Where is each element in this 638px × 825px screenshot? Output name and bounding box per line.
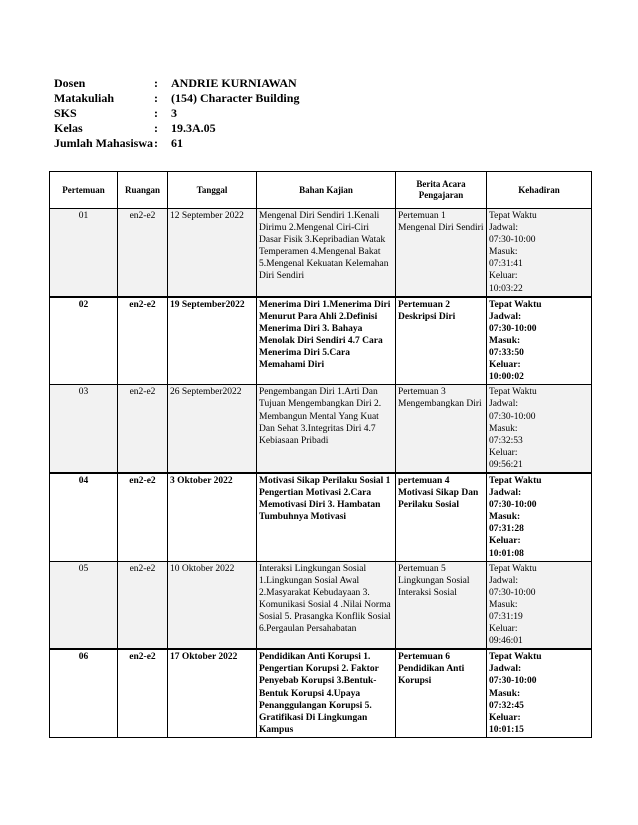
kehadiran-jadwal: 07:30-10:00 [489, 676, 537, 687]
cell-pertemuan: 04 [50, 473, 118, 561]
kehadiran-masuk-label: Masuk: [489, 423, 518, 434]
kehadiran-masuk: 07:31:41 [489, 259, 523, 270]
cell-bahan-kajian: Motivasi Sikap Perilaku Sosial 1 Pengertian Motivasi 2.Cara Memotivasi Diri 3. Hambatan Tumbuhnya Motivasi [257, 473, 396, 561]
kelas-row [54, 121, 299, 136]
jumlah-label: Jumlah Mahasiswa [54, 136, 154, 150]
dosen-label: Dosen [54, 76, 86, 90]
jumlah-value: 61 [171, 136, 183, 150]
cell-berita-acara: Pertemuan 1 Mengenal Diri Sendiri [396, 209, 487, 297]
kehadiran-status: Tepat Waktu [489, 563, 537, 574]
cell-pertemuan: 01 [50, 209, 118, 297]
dosen-value: ANDRIE KURNIAWAN [171, 76, 297, 90]
kelas-colon: : [154, 121, 158, 135]
cell-bahan-kajian: Pendidikan Anti Korupsi 1. Pengertian Korupsi 2. Faktor Penyebab Korupsi 3.Bentuk-Bentuk Korupsi 4.Upaya Penanggulangan Korupsi 5. Gratifikasi Di Lingkungan Kampus [257, 649, 396, 737]
table-row [50, 473, 592, 561]
header-tanggal: Tanggal [168, 172, 257, 209]
cell-pertemuan: 06 [50, 649, 118, 737]
kehadiran-jadwal: 07:30-10:00 [489, 500, 537, 511]
cell-ruangan: en2-e2 [118, 385, 168, 473]
sks-value: 3 [171, 106, 177, 120]
kehadiran-masuk-label: Masuk: [489, 247, 518, 258]
matakuliah-row [54, 91, 299, 106]
header-kehadiran: Kehadiran [487, 172, 592, 209]
cell-kehadiran [487, 561, 592, 649]
cell-ruangan: en2-e2 [118, 473, 168, 561]
kehadiran-masuk: 07:33:50 [489, 348, 524, 359]
matakuliah-colon: : [154, 91, 158, 105]
kelas-label: Kelas [54, 121, 83, 135]
kehadiran-masuk-label: Masuk: [489, 688, 521, 699]
kehadiran-jadwal-label: Jadwal: [489, 664, 522, 675]
cell-berita-acara: Pertemuan 6 Pendidikan Anti Korupsi [396, 649, 487, 737]
kehadiran-jadwal: 07:30-10:00 [489, 411, 536, 422]
dosen-colon: : [154, 76, 158, 90]
kehadiran-status: Tepat Waktu [489, 475, 542, 486]
kehadiran-jadwal: 07:30-10:00 [489, 587, 536, 598]
kehadiran-keluar-label: Keluar: [489, 447, 518, 458]
cell-pertemuan: 05 [50, 561, 118, 649]
kehadiran-status: Tepat Waktu [489, 299, 542, 310]
kehadiran-jadwal: 07:30-10:00 [489, 235, 536, 246]
kehadiran-jadwal: 07:30-10:00 [489, 323, 537, 334]
header-pertemuan: Pertemuan [50, 172, 118, 209]
kehadiran-jadwal-label: Jadwal: [489, 575, 519, 586]
kehadiran-jadwal-label: Jadwal: [489, 223, 519, 234]
cell-berita-acara: pertemuan 4 Motivasi Sikap Dan Perilaku Sosial [396, 473, 487, 561]
cell-tanggal: 12 September 2022 [168, 209, 257, 297]
kehadiran-status: Tepat Waktu [489, 387, 537, 398]
cell-berita-acara: Pertemuan 5 Lingkungan Sosial Interaksi Sosial [396, 561, 487, 649]
header-ruangan: Ruangan [118, 172, 168, 209]
table-row [50, 297, 592, 385]
table-row [50, 649, 592, 737]
sks-label: SKS [54, 106, 77, 120]
kehadiran-keluar-label: Keluar: [489, 712, 521, 723]
header-bahan-kajian: Bahan Kajian [257, 172, 396, 209]
kehadiran-keluar: 10:03:22 [489, 283, 523, 294]
kehadiran-masuk-label: Masuk: [489, 599, 518, 610]
kehadiran-masuk-label: Masuk: [489, 512, 521, 523]
kehadiran-masuk: 07:31:19 [489, 612, 523, 622]
table-row [50, 561, 592, 649]
jumlah-colon: : [154, 136, 158, 150]
kehadiran-keluar-label: Keluar: [489, 536, 521, 547]
course-info [54, 76, 299, 151]
cell-bahan-kajian: Interaksi Lingkungan Sosial 1.Lingkungan Sosial Awal 2.Masyarakat Kebudayaan 3. Komunikasi Sosial 4 .Nilai Norma Sosial 5. Prasangka Konflik Sosial 6.Pergaulan Persahabatan [257, 561, 396, 649]
kehadiran-masuk: 07:32:53 [489, 435, 523, 446]
cell-pertemuan: 03 [50, 385, 118, 473]
table-row [50, 209, 592, 297]
kehadiran-masuk: 07:32:45 [489, 700, 524, 711]
table-row [50, 385, 592, 473]
cell-pertemuan: 02 [50, 297, 118, 385]
kehadiran-keluar: 09:56:21 [489, 459, 523, 470]
sks-colon: : [154, 106, 158, 120]
matakuliah-value: (154) Character Building [171, 91, 300, 105]
cell-kehadiran [487, 209, 592, 297]
jumlah-row [54, 136, 299, 151]
kehadiran-keluar-label: Keluar: [489, 360, 521, 371]
kehadiran-keluar-label: Keluar: [489, 624, 518, 635]
header-berita-acara: Berita Acara Pengajaran [396, 172, 487, 209]
cell-berita-acara: Pertemuan 2 Deskripsi Diri [396, 297, 487, 385]
kehadiran-keluar: 09:46:01 [489, 636, 523, 647]
kehadiran-jadwal-label: Jadwal: [489, 399, 519, 410]
cell-kehadiran [487, 385, 592, 473]
cell-bahan-kajian: Menerima Diri 1.Menerima Diri Menurut Para Ahli 2.Definisi Menerima Diri 3. Bahaya Menolak Diri Sendiri 4.7 Cara Menerima Diri 5.Cara Memahami Diri [257, 297, 396, 385]
kehadiran-status: Tepat Waktu [489, 211, 537, 221]
matakuliah-label: Matakuliah [54, 91, 115, 105]
attendance-table [49, 171, 592, 738]
table-body [50, 209, 592, 738]
cell-tanggal: 3 Oktober 2022 [168, 473, 257, 561]
kehadiran-masuk-label: Masuk: [489, 335, 521, 346]
table-header-row [50, 172, 592, 209]
kehadiran-keluar: 10:00:02 [489, 372, 524, 383]
sks-row [54, 106, 299, 121]
kelas-value: 19.3A.05 [171, 121, 216, 135]
kehadiran-jadwal-label: Jadwal: [489, 488, 522, 499]
cell-tanggal: 17 Oktober 2022 [168, 649, 257, 737]
kehadiran-keluar-label: Keluar: [489, 271, 518, 282]
kehadiran-jadwal-label: Jadwal: [489, 311, 522, 322]
cell-ruangan: en2-e2 [118, 649, 168, 737]
kehadiran-masuk: 07:31:28 [489, 524, 524, 535]
cell-tanggal: 19 September2022 [168, 297, 257, 385]
kehadiran-status: Tepat Waktu [489, 652, 542, 663]
cell-bahan-kajian: Pengembangan Diri 1.Arti Dan Tujuan Mengembangkan Diri 2. Membangun Mental Yang Kuat Dan Sehat 3.Integritas Diri 4.7 Kebiasaan Pribadi [257, 385, 396, 473]
kehadiran-keluar: 10:01:15 [489, 724, 524, 735]
cell-tanggal: 10 Oktober 2022 [168, 561, 257, 649]
dosen-row [54, 76, 299, 91]
cell-ruangan: en2-e2 [118, 561, 168, 649]
cell-tanggal: 26 September2022 [168, 385, 257, 473]
cell-berita-acara: Pertemuan 3 Mengembangkan Diri [396, 385, 487, 473]
cell-ruangan: en2-e2 [118, 209, 168, 297]
cell-kehadiran [487, 649, 592, 737]
cell-bahan-kajian: Mengenal Diri Sendiri 1.Kenali Dirimu 2.Mengenal Ciri-Ciri Dasar Fisik 3.Kepribadian Watak Temperamen 4.Mengenal Bakat 5.Mengenal Kekuatan Kelemahan Diri Sendiri [257, 209, 396, 297]
cell-kehadiran [487, 297, 592, 385]
cell-kehadiran [487, 473, 592, 561]
cell-ruangan: en2-e2 [118, 297, 168, 385]
kehadiran-keluar: 10:01:08 [489, 548, 524, 559]
